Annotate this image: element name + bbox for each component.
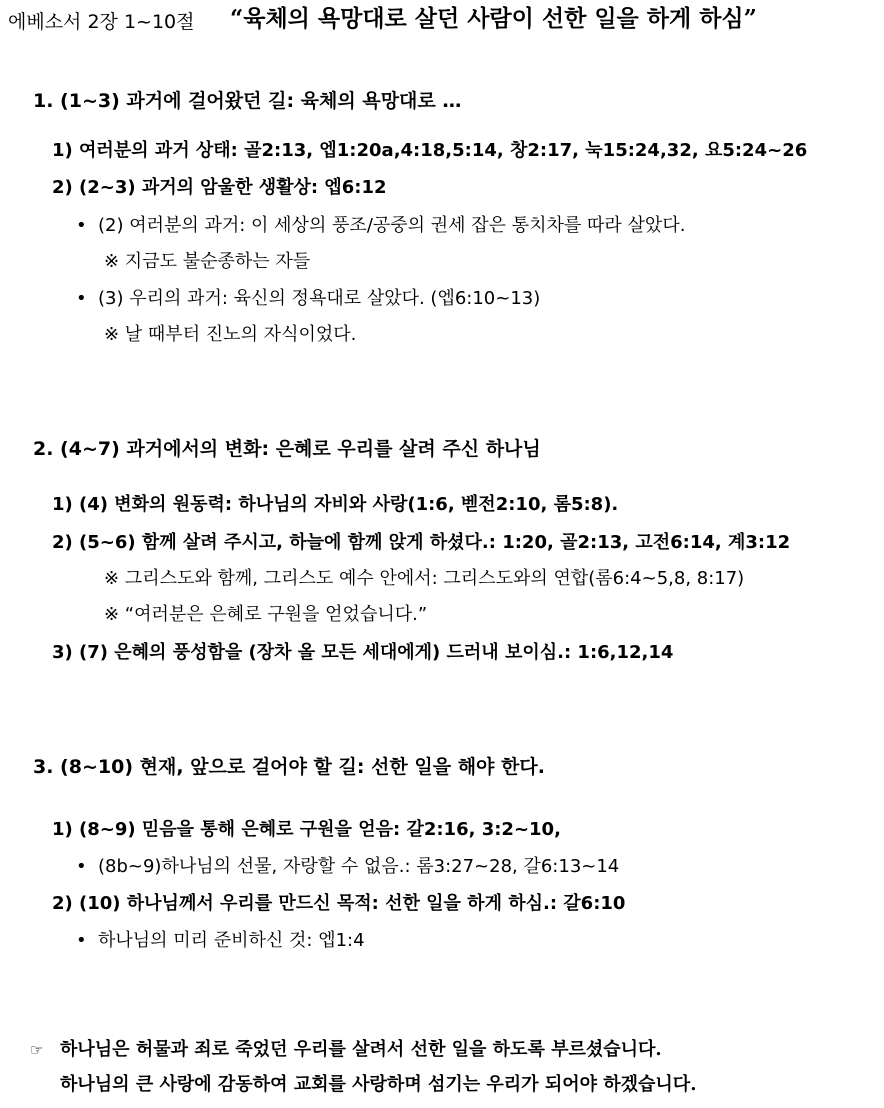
closing-line-1 [30, 1041, 662, 1059]
section-1-note-1: ※ 지금도 불순종하는 자들 [104, 251, 311, 272]
bullet-icon: • [76, 930, 87, 951]
section-3-point-2: 2) (10) 하나님께서 우리를 만드신 목적: 선한 일을 하게 하심.: 갈6:10 [52, 893, 626, 914]
section-1-point-1: 1) 여러분의 과거 상태: 골2:13, 엡1:20a,4:18,5:14, 창2:17, 눅15:24,32, 요5:24~26 [52, 140, 808, 161]
section-2-note-2: ※ “여러분은 은혜로 구원을 얻었습니다.” [104, 604, 428, 625]
bullet-icon: • [76, 215, 87, 236]
section-2-note-1: ※ 그리스도와 함께, 그리스도 예수 안에서: 그리스도와의 연합(롬6:4~5,8, 8:17) [104, 568, 745, 589]
section-3-bullet-2 [76, 932, 365, 950]
section-1-bullet-1 [76, 217, 685, 235]
section-2-point-1: 1) (4) 변화의 원동력: 하나님의 자비와 사랑(1:6, 벧전2:10, 롬5:8). [52, 494, 619, 515]
bullet-icon: • [76, 856, 87, 877]
section-1-point-2: 2) (2~3) 과거의 암울한 생활상: 엡6:12 [52, 177, 387, 198]
section-3-bullet-1 [76, 858, 619, 876]
section-1-bullet-2 [76, 290, 540, 308]
section-2-heading: 2. (4~7) 과거에서의 변화: 은혜로 우리를 살려 주신 하나님 [33, 438, 541, 460]
section-2-point-2: 2) (5~6) 함께 살려 주시고, 하늘에 함께 앉게 하셨다.: 1:20, 골2:13, 고전6:14, 계3:12 [52, 532, 791, 553]
closing-text-1: 하나님은 허물과 죄로 죽었던 우리를 살려서 선한 일을 하도록 부르셨습니다. [60, 1039, 662, 1060]
document-title: “육체의 욕망대로 살던 사람이 선한 일을 하게 하심” [230, 5, 757, 32]
bullet-icon: • [76, 288, 87, 309]
section-2-point-3: 3) (7) 은혜의 풍성함을 (장차 올 모든 세대에게) 드러내 보이심.: 1:6,12,14 [52, 642, 674, 663]
bullet-text: (3) 우리의 과거: 육신의 정욕대로 살았다. (엡6:10~13) [98, 288, 541, 309]
section-1-note-2: ※ 날 때부터 진노의 자식이었다. [104, 324, 357, 345]
bullet-text: (2) 여러분의 과거: 이 세상의 풍조/공중의 권세 잡은 통치차를 따라 살았다. [98, 215, 686, 236]
section-3-point-1: 1) (8~9) 믿음을 통해 은혜로 구원을 얻음: 갈2:16, 3:2~10, [52, 819, 561, 840]
section-1-heading: 1. (1~3) 과거에 걸어왔던 길: 육체의 욕망대로 … [33, 90, 462, 112]
section-3-heading: 3. (8~10) 현재, 앞으로 걸어야 할 길: 선한 일을 해야 한다. [33, 756, 545, 778]
document-reference: 에베소서 2장 1~10절 [8, 11, 195, 33]
pointing-hand-icon: ☞ [30, 1041, 44, 1059]
bullet-text: 하나님의 미리 준비하신 것: 엡1:4 [98, 930, 365, 951]
closing-line-2: 하나님의 큰 사랑에 감동하여 교회를 사랑하며 섬기는 우리가 되어야 하겠습니다. [60, 1074, 697, 1095]
bullet-text: (8b~9)하나님의 선물, 자랑할 수 없음.: 롬3:27~28, 갈6:13~14 [98, 856, 620, 877]
